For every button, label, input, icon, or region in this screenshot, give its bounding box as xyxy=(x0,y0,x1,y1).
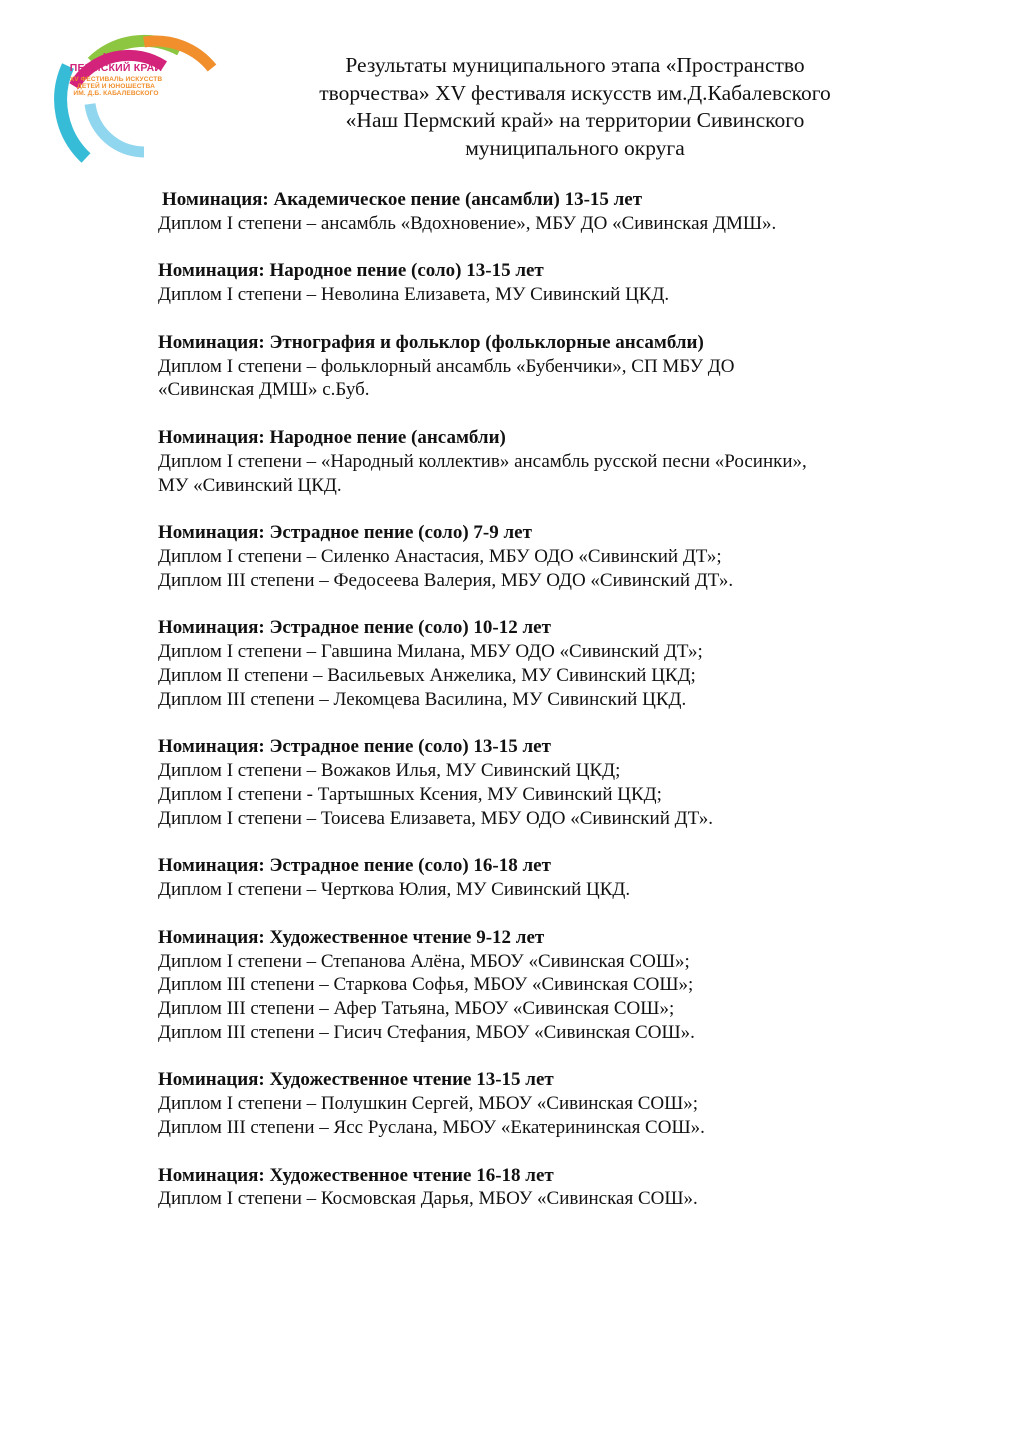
award-entry: Диплом I степени – ансамбль «Вдохновение», МБУ ДО «Сивинская ДМШ». xyxy=(158,212,777,234)
award-entry: Диплом I степени - Тартышных Ксения, МУ Сивинский ЦКД; xyxy=(158,783,662,805)
nomination-section xyxy=(158,616,978,711)
nomination-section xyxy=(158,188,978,236)
document-title xyxy=(270,52,880,162)
award-entry: МУ «Сивинский ЦКД. xyxy=(158,474,342,496)
nomination-section xyxy=(158,926,978,1045)
nomination-title: Номинация: Художественное чтение 9-12 лет xyxy=(158,926,545,948)
award-entry: Диплом I степени – Неволина Елизавета, МУ Сивинский ЦКД. xyxy=(158,284,670,306)
nomination-section xyxy=(158,1164,978,1212)
festival-logo-arcs xyxy=(52,26,222,176)
logo-arc-light-blue xyxy=(90,104,144,152)
nomination-title: Номинация: Эстрадное пение (соло) 16-18 лет xyxy=(158,855,551,877)
award-entry: Диплом I степени – Полушкин Сергей, МБОУ «Сивинская СОШ»; xyxy=(158,1093,699,1115)
award-entry: Диплом I степени – Черткова Юлия, МУ Сивинский ЦКД. xyxy=(158,879,631,901)
award-entry: Диплом I степени – Силенко Анастасия, МБУ ОДО «Сивинский ДТ»; xyxy=(158,545,722,567)
nomination-section xyxy=(158,521,978,592)
document-title-line: муниципального округа xyxy=(465,135,685,160)
logo-text-line: ПЕРМСКИЙ КРАЙ xyxy=(69,62,163,75)
festival-logo xyxy=(52,26,222,176)
logo-text-line: ДЕТЕЙ И ЮНОШЕСТВА xyxy=(77,82,155,90)
award-entry: Диплом I степени – «Народный коллектив» ансамбль русской песни «Росинки», xyxy=(158,450,807,472)
nomination-section xyxy=(158,1068,978,1139)
award-entry: Диплом II степени – Васильевых Анжелика, МУ Сивинский ЦКД; xyxy=(158,664,696,686)
nomination-section xyxy=(158,735,978,830)
nomination-section xyxy=(158,854,978,902)
award-entry: Диплом III степени – Лекомцева Василина, МУ Сивинский ЦКД. xyxy=(158,688,687,710)
award-entry: Диплом III степени – Афер Татьяна, МБОУ «Сивинская СОШ»; xyxy=(158,998,675,1020)
logo-text-line: XV ФЕСТИВАЛЬ ИСКУССТВ xyxy=(69,76,163,84)
logo-text xyxy=(66,52,166,98)
logo-text-line: НАШ xyxy=(102,51,130,63)
award-entry: Диплом III степени – Ясс Руслана, МБОУ «Екатерининская СОШ». xyxy=(158,1117,705,1139)
document-title-line: «Наш Пермский край» на территории Сивинского xyxy=(345,108,805,132)
nomination-title: Номинация: Художественное чтение 16-18 лет xyxy=(158,1164,554,1186)
award-entry: Диплом I степени – Вожаков Илья, МУ Сивинский ЦКД; xyxy=(158,760,621,782)
nomination-title: Номинация: Академическое пение (ансамбли) 13-15 лет xyxy=(162,189,643,210)
nomination-title: Номинация: Народное пение (ансамбли) xyxy=(158,426,506,448)
nomination-title: Номинация: Эстрадное пение (соло) 7-9 лет xyxy=(158,522,532,544)
award-entry: Диплом I степени – Гавшина Милана, МБУ ОДО «Сивинский ДТ»; xyxy=(158,641,703,663)
award-entry: Диплом I степени – Космовская Дарья, МБОУ «Сивинская СОШ». xyxy=(158,1188,698,1210)
award-entry: Диплом I степени – фольклорный ансамбль «Бубенчики», СП МБУ ДО xyxy=(158,355,735,377)
nomination-title: Номинация: Эстрадное пение (соло) 13-15 лет xyxy=(158,736,551,758)
results-list xyxy=(158,188,978,1235)
award-entry: Диплом III степени – Федосеева Валерия, МБУ ОДО «Сивинский ДТ». xyxy=(158,569,734,591)
nomination-title: Номинация: Художественное чтение 13-15 лет xyxy=(158,1069,554,1091)
award-entry: «Сивинская ДМШ» с.Буб. xyxy=(158,379,370,401)
award-entry: Диплом I степени – Тоисева Елизавета, МБУ ОДО «Сивинский ДТ». xyxy=(158,807,713,829)
nomination-section xyxy=(158,259,978,307)
document-title-line: творчества» XV фестиваля искусств им.Д.Кабалевского xyxy=(319,80,831,105)
logo-text-line: ИМ. Д.Б. КАБАЛЕВСКОГО xyxy=(73,89,159,97)
award-entry: Диплом I степени – Степанова Алёна, МБОУ «Сивинская СОШ»; xyxy=(158,950,690,972)
nomination-section xyxy=(158,426,978,497)
document-title-line: Результаты муниципального этапа «Пространство xyxy=(345,53,805,77)
nomination-title: Номинация: Этнография и фольклор (фольклорные ансамбли) xyxy=(158,331,704,353)
nomination-section xyxy=(158,331,978,402)
nomination-title: Номинация: Эстрадное пение (соло) 10-12 лет xyxy=(158,617,551,639)
nomination-title: Номинация: Народное пение (соло) 13-15 лет xyxy=(158,260,544,282)
award-entry: Диплом III степени – Гисич Стефания, МБОУ «Сивинская СОШ». xyxy=(158,1021,695,1043)
award-entry: Диплом III степени – Старкова Софья, МБОУ «Сивинская СОШ»; xyxy=(158,974,694,996)
